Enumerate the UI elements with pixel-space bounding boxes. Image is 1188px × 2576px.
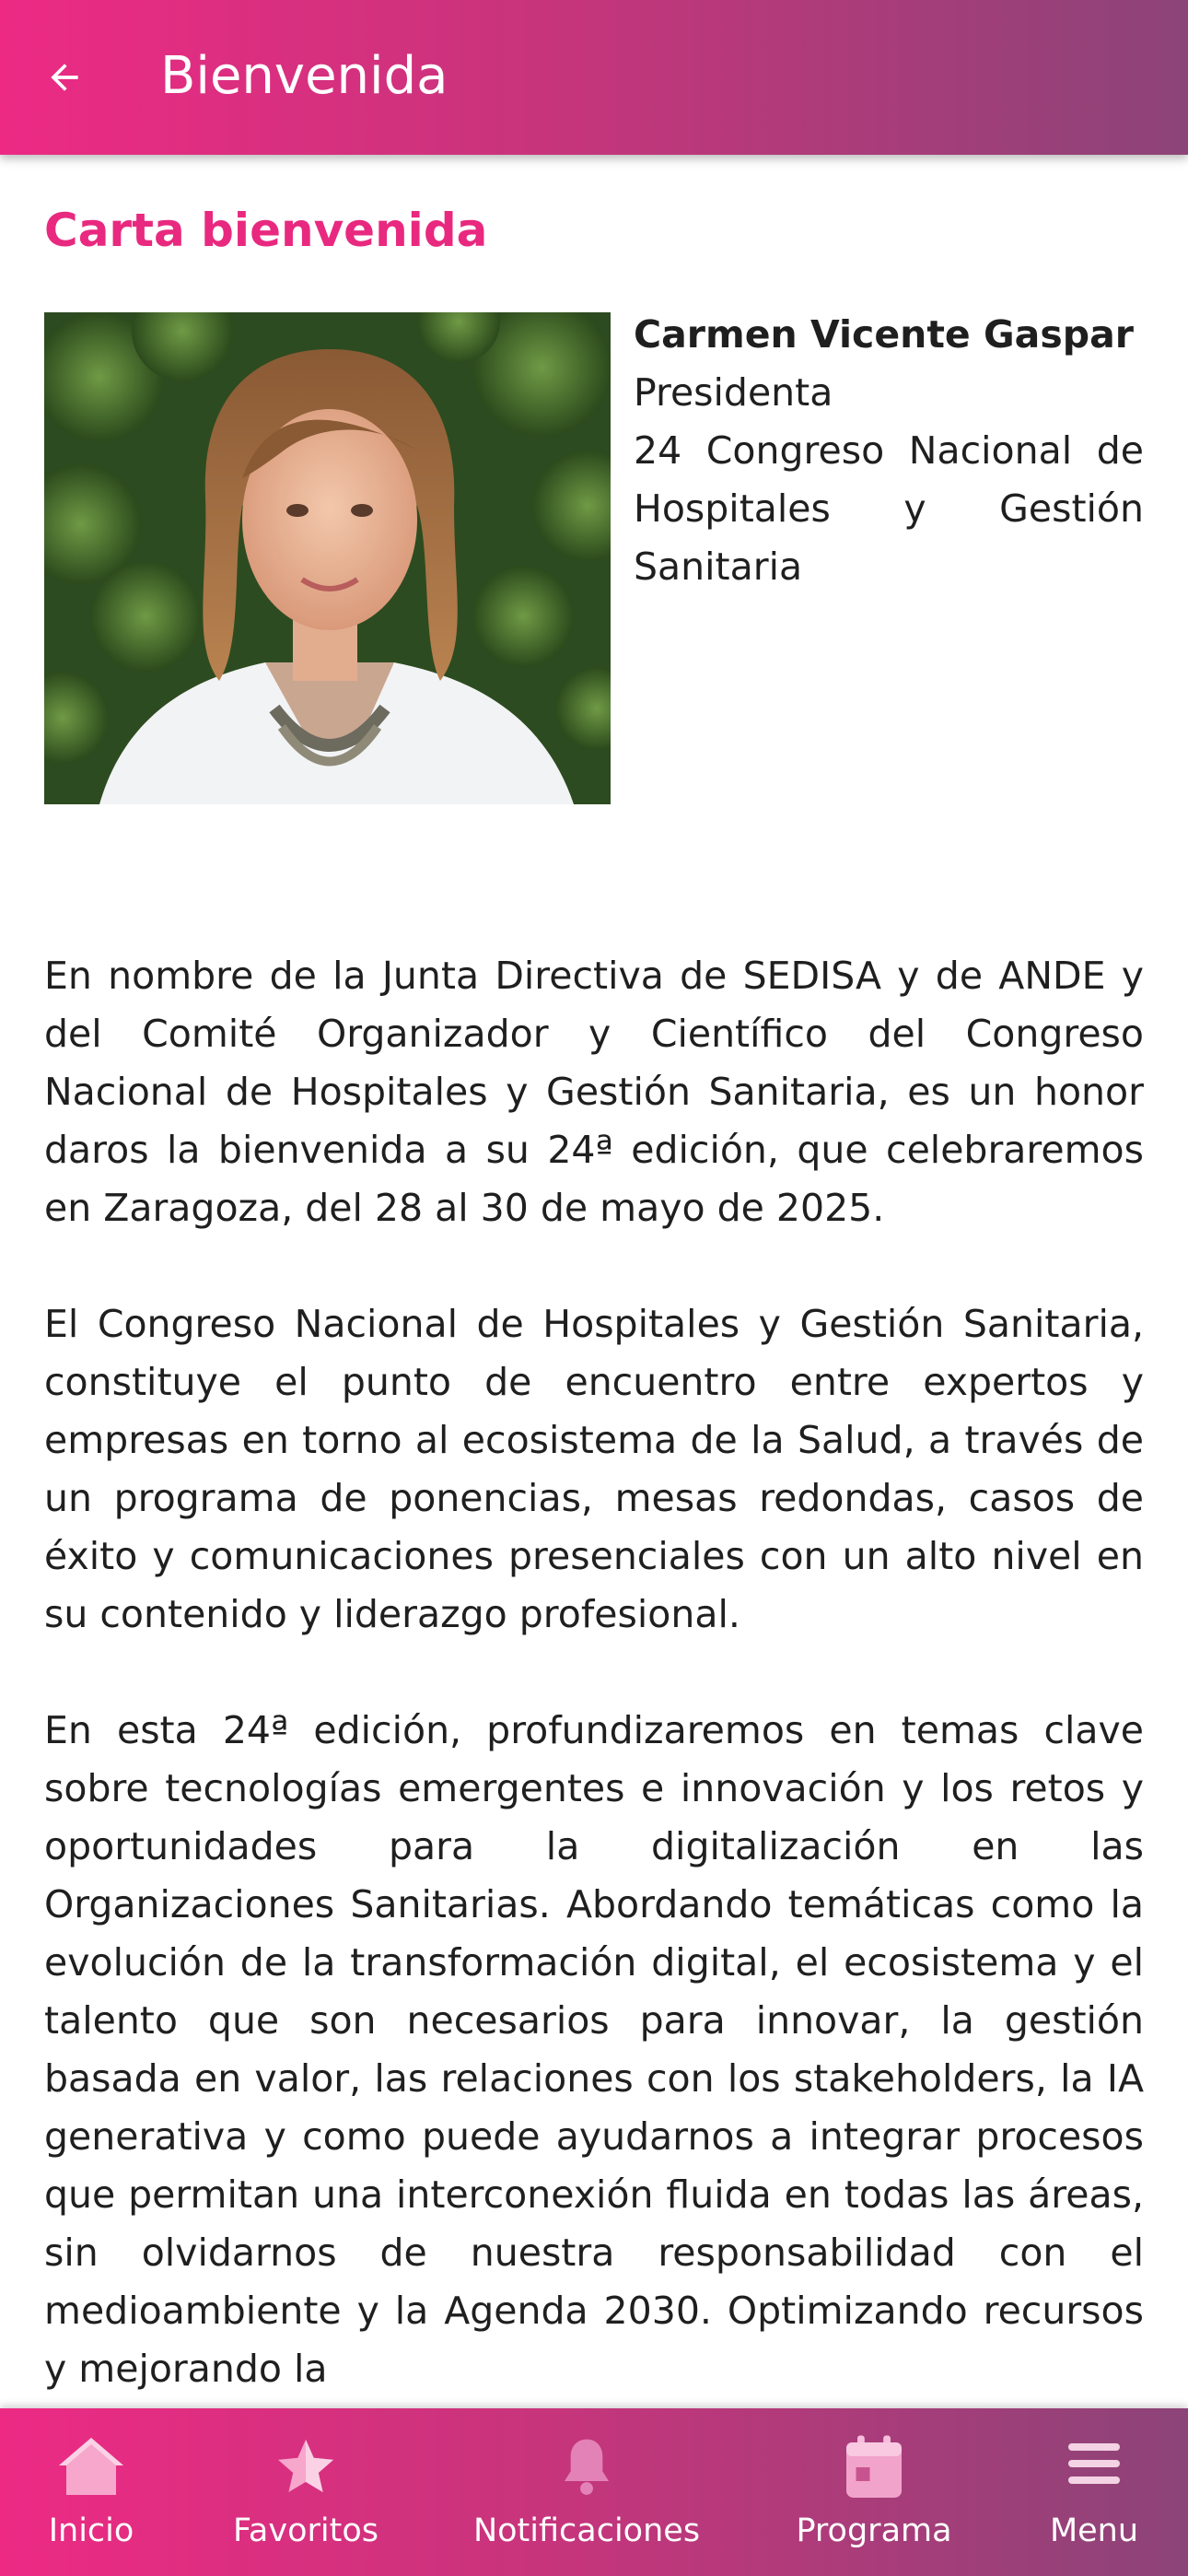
app-bar — [0, 0, 1188, 155]
home-icon — [55, 2434, 127, 2499]
author-name: Carmen Vicente Gaspar — [634, 312, 1134, 357]
content-area[interactable] — [44, 155, 1144, 2408]
nav-item-inicio[interactable] — [0, 2408, 182, 2576]
page-title: Bienvenida — [160, 46, 448, 106]
star-icon — [272, 2434, 340, 2500]
nav-item-programa[interactable] — [785, 2408, 963, 2576]
back-button[interactable] — [28, 41, 101, 114]
nav-label: Inicio — [48, 2512, 134, 2549]
nav-label: Programa — [796, 2512, 952, 2549]
letter-paragraph: El Congreso Nacional de Hospitales y Gestión Sanitaria, constituye el punto de encuentro entre expertos y empresas en torno al ecosistema de la Salud, a través de un programa de ponencias, mesas redondas, casos de éxito y comunicaciones presenciales con un alto nivel en su contenido y liderazgo profesional. — [44, 1302, 1144, 1636]
calendar-icon — [844, 2434, 904, 2500]
nav-label: Favoritos — [233, 2512, 379, 2549]
author-role: Presidenta — [634, 370, 833, 415]
hamburger-menu-icon — [1065, 2434, 1124, 2493]
author-info — [634, 306, 1144, 596]
nav-item-notificaciones[interactable] — [472, 2408, 702, 2576]
bottom-navigation — [0, 2408, 1188, 2576]
welcome-letter — [44, 947, 1144, 2408]
letter-paragraph: En nombre de la Junta Directiva de SEDISA y de ANDE y del Comité Organizador y Científico del Congreso Nacional de Hospitales y Gestión Sanitaria, es un honor daros la bienvenida a su 24ª edición, que celebraremos en Zaragoza, del 28 al 30 de mayo de 2025. — [44, 954, 1144, 1230]
author-event: 24 Congreso Nacional de Hospitales y Gestión Sanitaria — [634, 428, 1144, 589]
author-portrait — [44, 312, 611, 804]
nav-label: Menu — [1049, 2512, 1139, 2549]
bell-icon — [557, 2434, 616, 2499]
section-title: Carta bienvenida — [44, 204, 488, 257]
nav-item-favoritos[interactable] — [215, 2408, 396, 2576]
nav-label: Notificaciones — [472, 2512, 701, 2549]
arrow-left-icon — [44, 57, 85, 98]
letter-paragraph: En esta 24ª edición, profundizaremos en temas clave sobre tecnologías emergentes e innovación y los retos y oportunidades para la digitalización en las Organizaciones Sanitarias. Abordando temáticas como la evolución de la transformación digital, el ecosistema y el talento que son necesarios para innovar, la gestión basada en valor, las relaciones con los stakeholders, la IA generativa y como puede ayudarnos a integrar procesos que permitan una interconexión fluida en todas las áreas, sin olvidarnos de nuestra responsabilidad con el medioambiente y la Agenda 2030. Optimizando recursos y mejorando la — [44, 1708, 1144, 2391]
nav-item-menu[interactable] — [1022, 2408, 1166, 2576]
portrait-illustration — [44, 312, 611, 804]
